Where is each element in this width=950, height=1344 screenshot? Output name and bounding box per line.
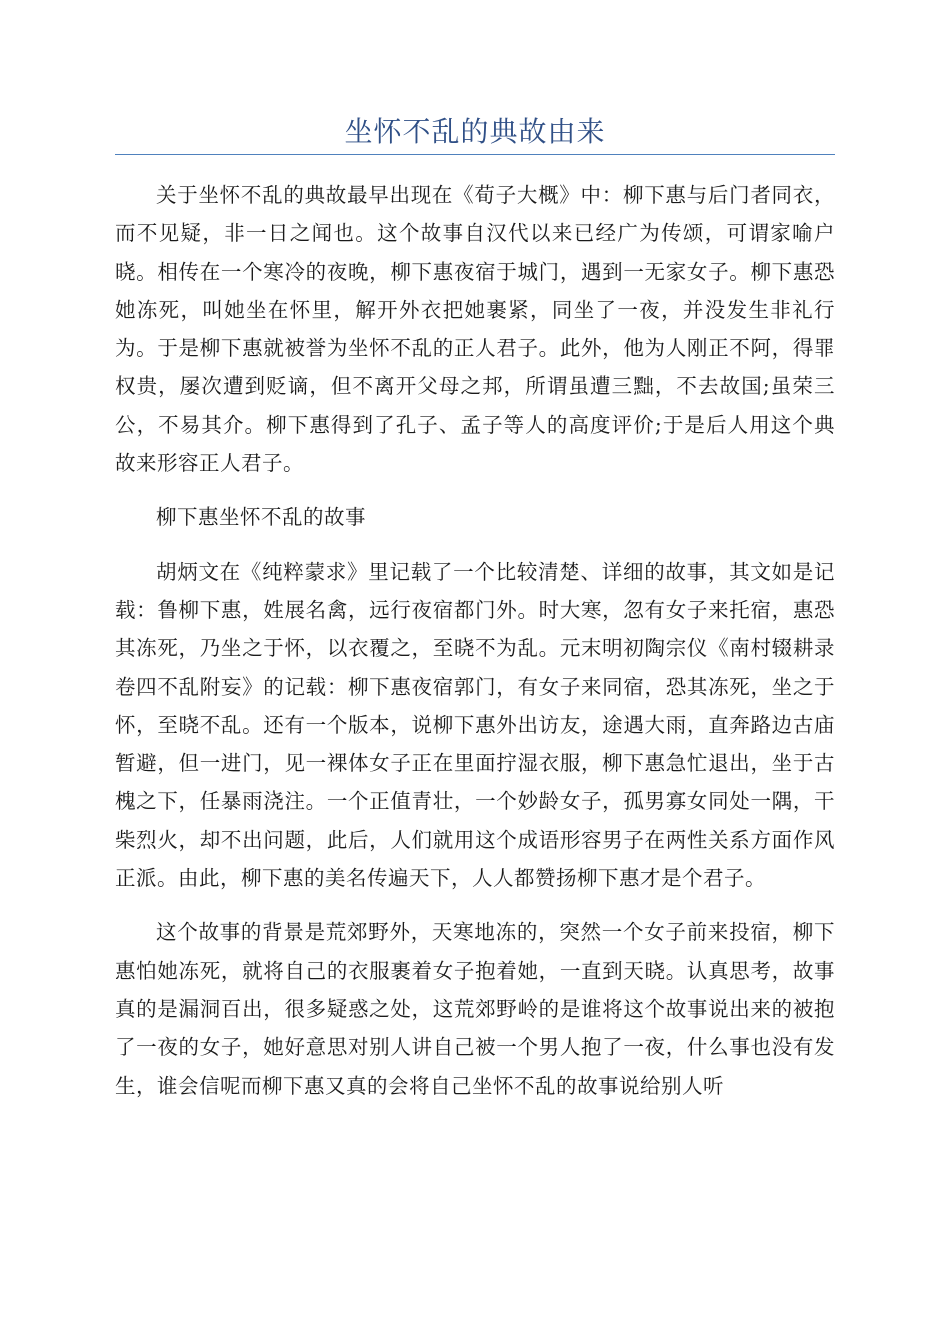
paragraph-analysis: 这个故事的背景是荒郊野外，天寒地冻的，突然一个女子前来投宿，柳下惠怕她冻死，就将自己的衣服裹着女子抱着她，一直到天晓。认真思考，故事真的是漏洞百出，很多疑惑之处，这荒郊野岭的是谁将这个故事说出来的被抱了一夜的女子，她好意思对别人讲自己被一个男人抱了一夜，什么事也没有发生，谁会信呢而柳下惠又真的会将自己坐怀不乱的故事说给别人听	[115, 920, 835, 1098]
document-title: 坐怀不乱的典故由来	[344, 115, 606, 148]
paragraph-records: 胡炳文在《纯粹蒙求》里记载了一个比较清楚、详细的故事，其文如是记载：鲁柳下惠，姓展名禽，远行夜宿都门外。时大寒，忽有女子来托宿，惠恐其冻死，乃坐之于怀，以衣覆之，至晓不为乱。元末明初陶宗仪《南村辍耕录卷四不乱附妄》的记载：柳下惠夜宿郭门，有女子来同宿，恐其冻死，坐之于怀，至晓不乱。还有一个版本，说柳下惠外出访友，途遇大雨，直奔路边古庙暂避，但一进门，见一裸体女子正在里面拧湿衣服，柳下惠急忙退出，坐于古槐之下，任暴雨浇注。一个正值青壮，一个妙龄女子，孤男寡女同处一隅，干柴烈火，却不出问题，此后，人们就用这个成语形容男子在两性关系方面作风正派。由此，柳下惠的美名传遍天下，人人都赞扬柳下惠才是个君子。	[115, 559, 835, 891]
section-heading: 柳下惠坐怀不乱的故事	[156, 505, 366, 530]
document-body	[115, 176, 835, 1121]
paragraph-origin: 关于坐怀不乱的典故最早出现在《荀子大概》中：柳下惠与后门者同衣，而不见疑，非一日之闻也。这个故事自汉代以来已经广为传颂，可谓家喻户晓。相传在一个寒冷的夜晚，柳下惠夜宿于城门，遇到一无家女子。柳下惠恐她冻死，叫她坐在怀里，解开外衣把她裹紧，同坐了一夜，并没发生非礼行为。于是柳下惠就被誉为坐怀不乱的正人君子。此外，他为人刚正不阿，得罪权贵，屡次遭到贬谪，但不离开父母之邦，所谓虽遭三黜，不去故国;虽荣三公，不易其介。柳下惠得到了孔子、孟子等人的高度评价;于是后人用这个典故来形容正人君子。	[115, 183, 835, 476]
title-underline	[115, 154, 835, 155]
